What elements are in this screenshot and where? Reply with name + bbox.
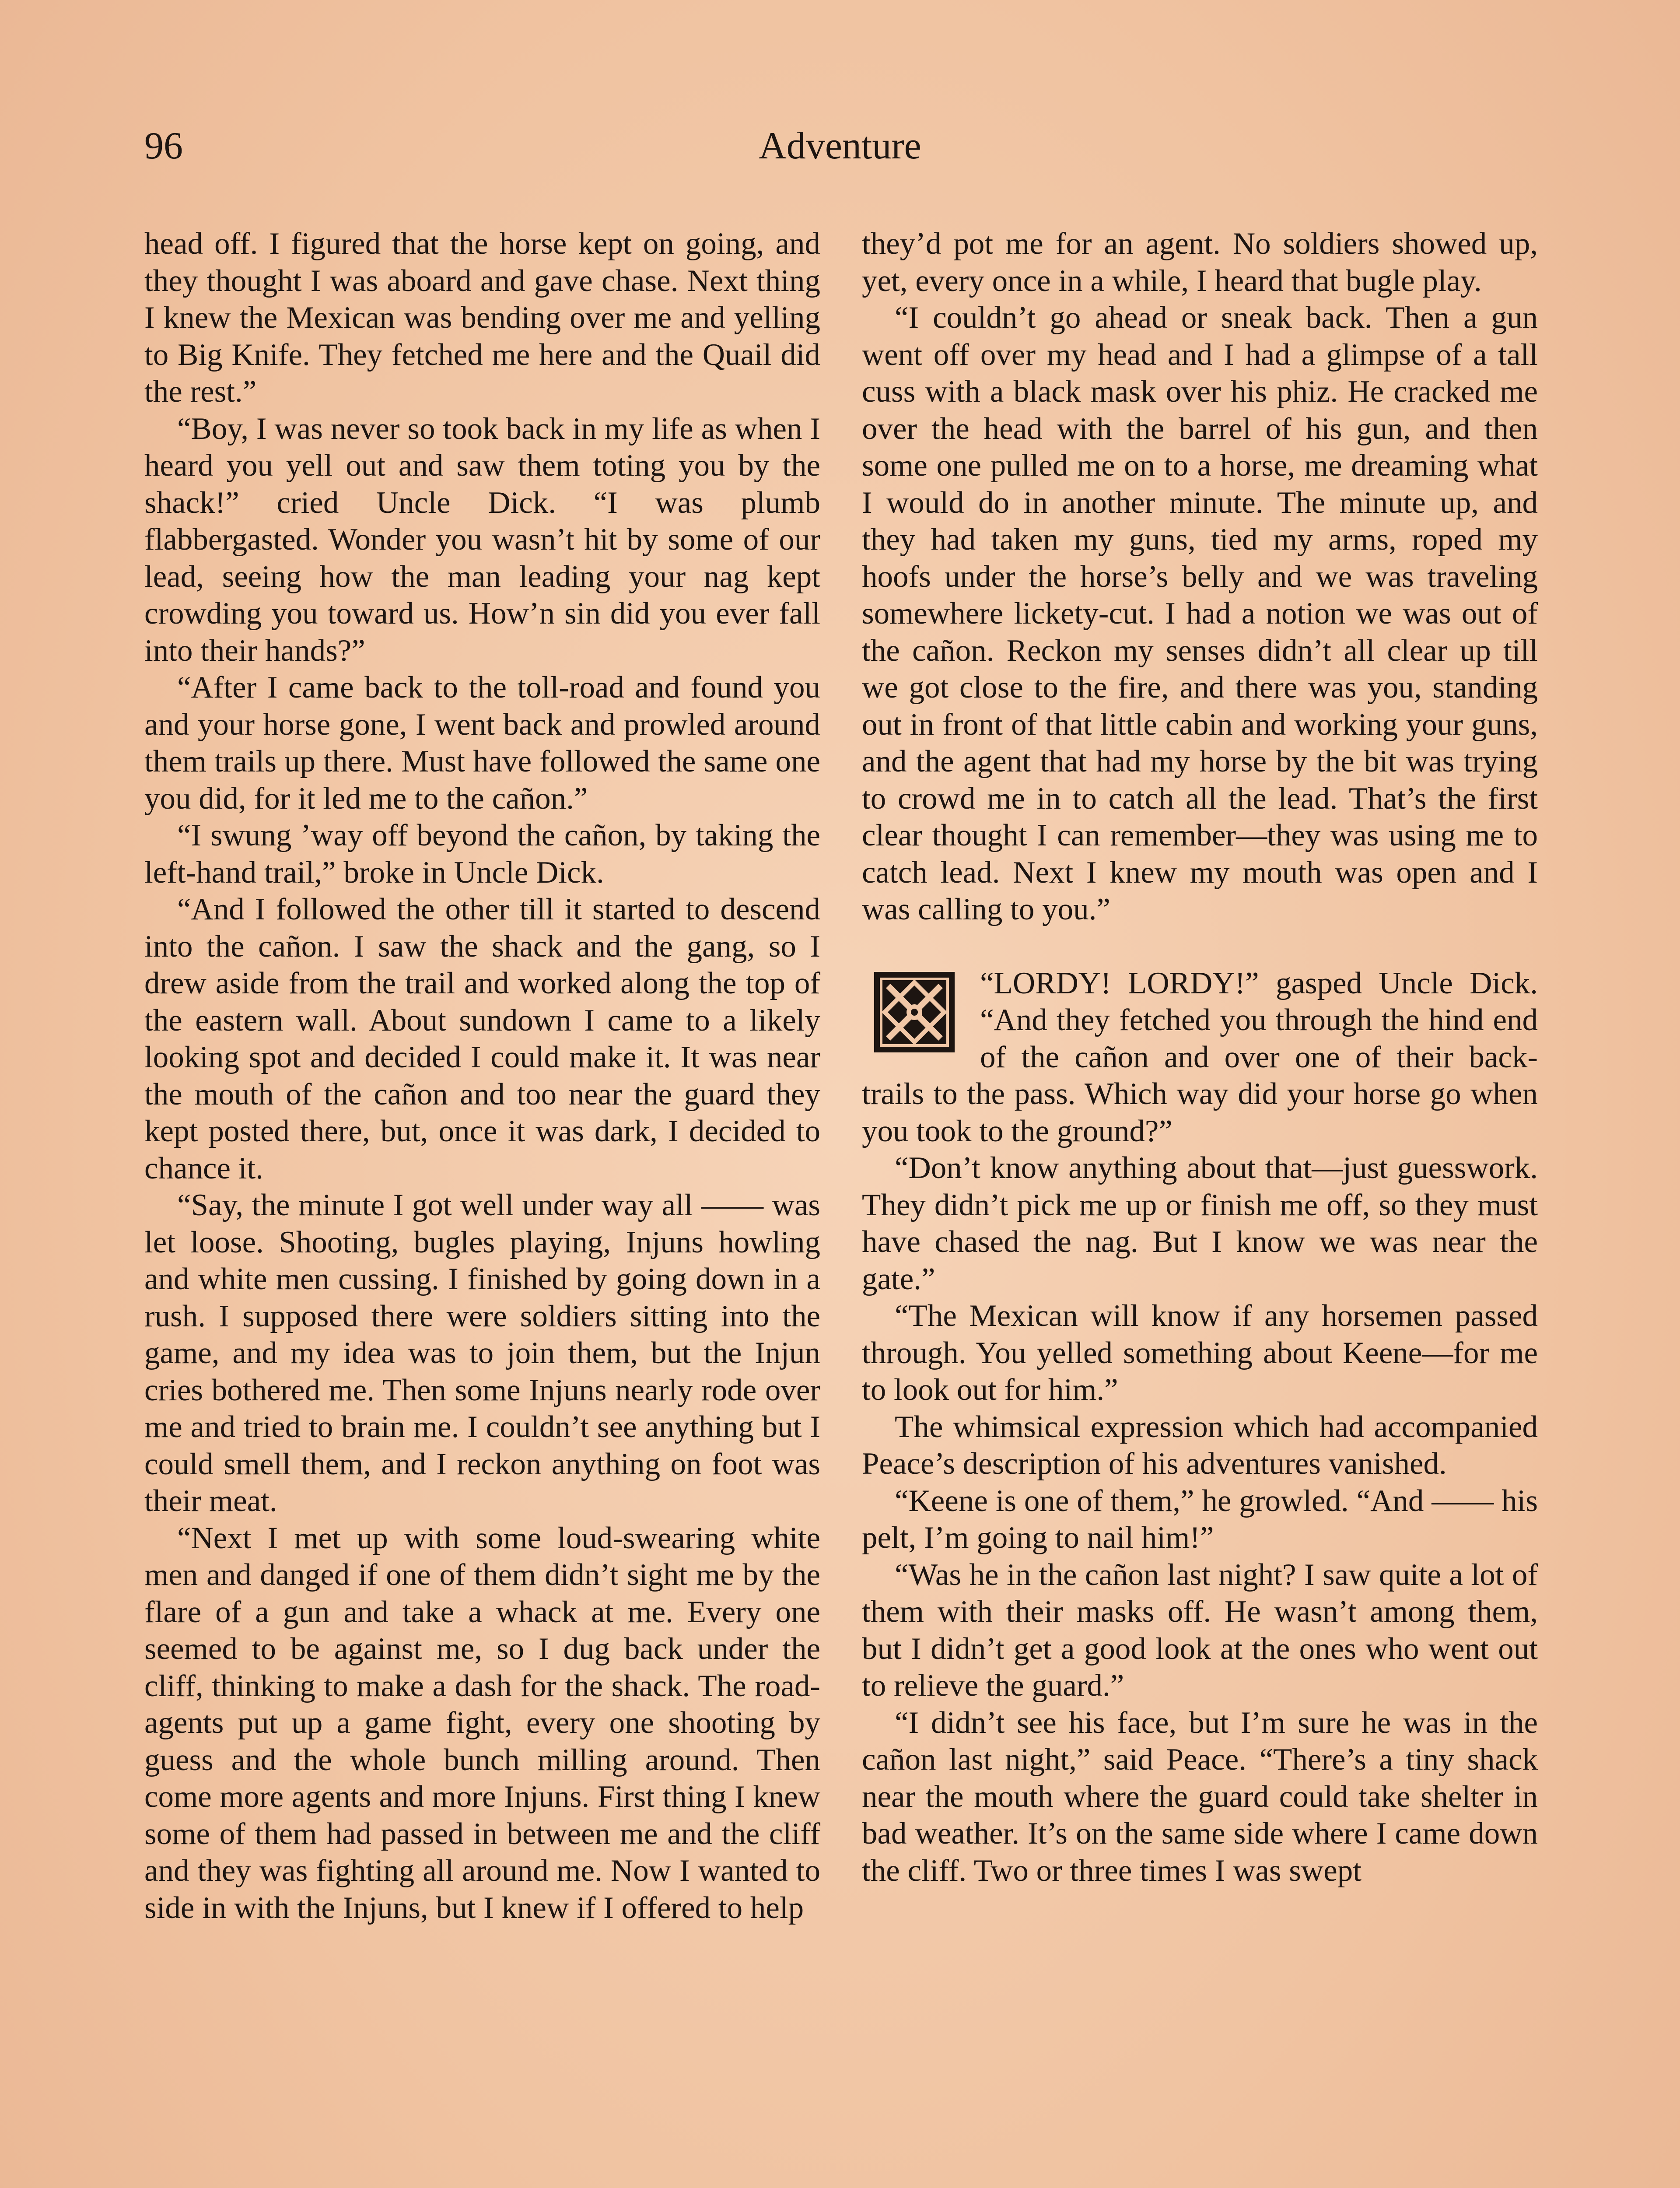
paragraph: “I swung ’way off beyond the cañon, by taking the left-hand trail,” broke in Uncle Dick.: [144, 818, 820, 890]
paragraph: “Say, the minute I got well under way all —— was let loose. Shooting, bugles playing, Injuns howling and white men cussing. I finished by going down in a rush. I supposed there were soldiers sitting into the game, and my idea was to join them, but the Injun cries bothered me. Then some Injuns nearly rode over me and tried to brain me. I couldn’t see anything but I could smell them, and I reckon anything on foot was their meat.: [144, 1188, 820, 1518]
section-opening: [862, 965, 1538, 1150]
paragraph: “The Mexican will know if any horsemen passed through. You yelled something about Keene—for me to look out for him.”: [862, 1299, 1538, 1407]
paragraph: head off. I figured that the horse kept on going, and they thought I was aboard and gave chase. Next thing I knew the Mexican was bending over me and yelling to Big Knife. They fetched me here and the Quail did the rest.”: [144, 227, 820, 409]
paragraph: “After I came back to the toll-road and found you and your horse gone, I went back and prowled around them trails up there. Must have followed the same one you did, for it led me to the cañon.”: [144, 670, 820, 816]
paragraph: “Don’t know anything about that—just guesswork. They didn’t pick me up or finish me off, so they must have chased the nag. But I know we was near the gate.”: [862, 1151, 1538, 1296]
paragraph: “I couldn’t go ahead or sneak back. Then a gun went off over my head and I had a glimpse of a tall cuss with a black mask over his phiz. He cracked me over the head with the barrel of his gun, and then some one pulled me on to a horse, me dreaming what I would do in another minute. The minute up, and they had taken my guns, tied my arms, roped my hoofs under the horse’s belly and we was traveling somewhere lickety-cut. I had a notion we was out of the cañon. Reckon my senses didn’t all clear up till we got close to the fire, and there was you, standing out in front of that little cabin and working your guns, and the agent that had my horse by the bit was trying to crowd me in to catch all the lead. That’s the first clear thought I can remember—they was using me to catch lead. Next I knew my mouth was open and I was calling to you.”: [862, 301, 1538, 926]
right-column: [862, 225, 1538, 1889]
running-head: Adventure: [759, 125, 921, 167]
page-number: 96: [144, 125, 183, 167]
paragraph: “Boy, I was never so took back in my life as when I heard you yell out and saw them toting you by the shack!” cried Uncle Dick. “I was plumb flabbergasted. Wonder you wasn’t hit by some of our lead, seeing how the man leading your nag kept crowding you toward us. How’n sin did you ever fall into their hands?”: [144, 411, 820, 668]
paragraph: “Keene is one of them,” he growled. “And —— his pelt, I’m going to nail him!”: [862, 1483, 1538, 1555]
paragraph: “And I followed the other till it started to descend into the cañon. I saw the shack and the gang, so I drew aside from the trail and worked along the top of the eastern wall. About sundown I came to a likely looking spot and decided I could make it. It was near the mouth of the cañon and too near the guard they kept posted there, but, once it was dark, I decided to chance it.: [144, 892, 820, 1185]
paragraph: “Next I met up with some loud-swearing white men and danged if one of them didn’t sight me by the flare of a gun and take a whack at me. Every one seemed to be against me, so I dug back under the cliff, thinking to make a dash for the shack. The road-agents put up a game fight, every one shooting by guess and the whole bunch milling around. Then come more agents and more Injuns. First thing I knew some of them had passed in between me and the cliff and they was fighting all around me. Now I wanted to side in with the Injuns, but I knew if I offered to help: [144, 1521, 820, 1925]
knot-ornament-icon: [862, 968, 967, 1056]
paragraph: they’d pot me for an agent. No soldiers showed up, yet, every once in a while, I heard that bugle play.: [862, 227, 1538, 298]
paragraph: The whimsical expression which had accompanied Peace’s description of his adventures vanished.: [862, 1410, 1538, 1481]
paragraph: “LORDY! LORDY!” gasped Uncle Dick. “And they fetched you through the hind end of the cañon and over one of their back-trails to the pass. Which way did your horse go when you took to the ground?”: [862, 966, 1538, 1148]
paragraph: “I didn’t see his face, but I’m sure he was in the cañon last night,” said Peace. “There’s a tiny shack near the mouth where the guard could take shelter in bad weather. It’s on the same side where I came down the cliff. Two or three times I was swept: [862, 1705, 1538, 1888]
left-column: [144, 225, 820, 1926]
paragraph: “Was he in the cañon last night? I saw quite a lot of them with their masks off. He wasn’t among them, but I didn’t get a good look at the ones who went out to relieve the guard.”: [862, 1557, 1538, 1703]
